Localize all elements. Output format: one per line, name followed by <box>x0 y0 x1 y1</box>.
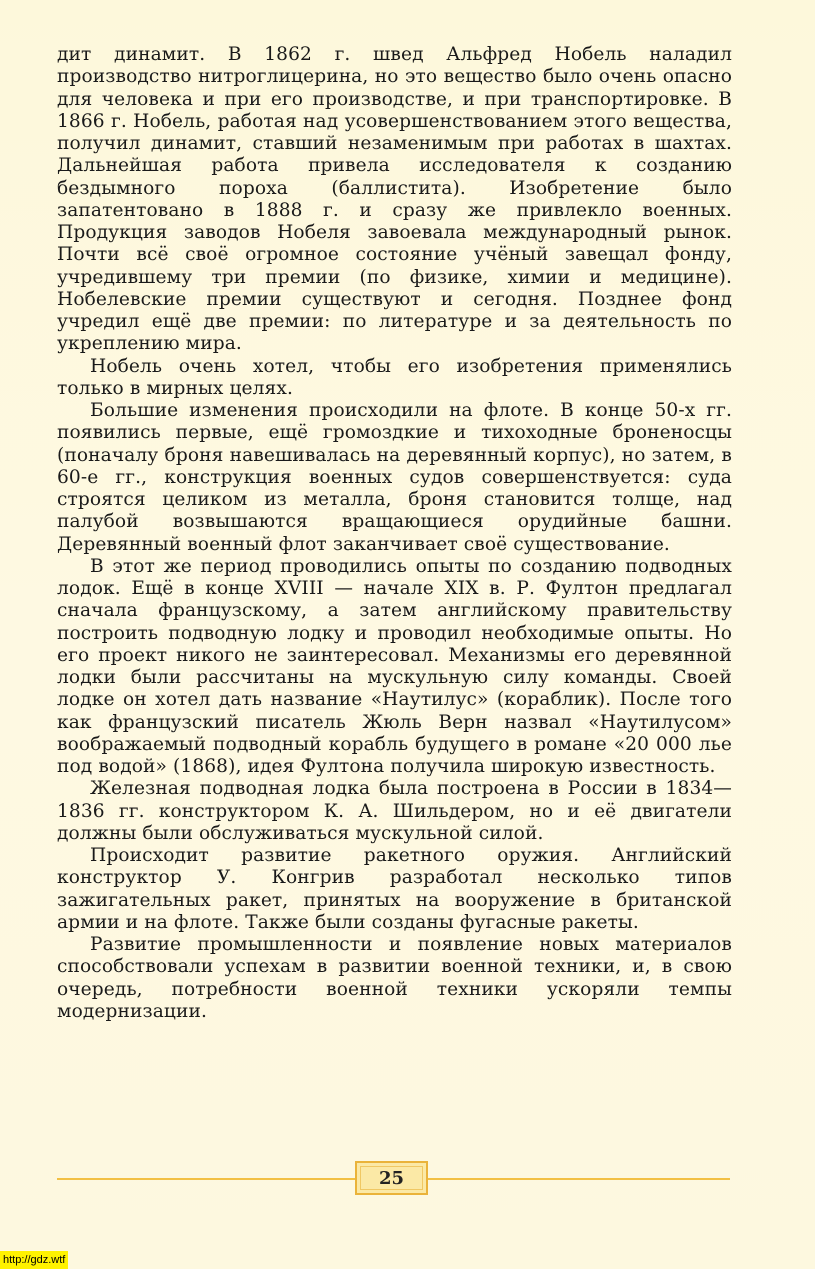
paragraph-4: В этот же период проводились опыты по созданию подводных лодок. Ещё в конце XVIII — начале XIX в. Р. Фултон предлагал сначала французскому, а затем английскому правительству построить подводную лодку и проводил необходимые опыты. Но его проект никого не заинтересовал. Механизмы его деревянной лодки были рассчитаны на мускульную силу команды. Своей лодке он хотел дать название «Наутилус» (кораблик). После того как французский писатель Жюль Верн назвал «Наутилусом» воображаемый подводный корабль будущего в романе «20 000 лье под водой» (1868), идея Фултона получила широкую известность. <box>57 555 732 777</box>
page-number-box <box>355 1161 428 1195</box>
paragraph-5: Железная подводная лодка была построена в России в 1834—1836 гг. конструктором К. А. Шильдером, но и её двигатели должны были обслуживаться мускульной силой. <box>57 778 732 844</box>
body-text <box>57 44 732 1023</box>
footer-rule-right <box>428 1178 730 1180</box>
page-number: 25 <box>360 1166 423 1190</box>
watermark-link[interactable]: http://gdz.wtf <box>0 1251 68 1269</box>
paragraph-2: Нобель очень хотел, чтобы его изобретения применялись только в мирных целях. <box>57 355 732 399</box>
footer-rule-left <box>57 1178 355 1180</box>
paragraph-7: Развитие промышленности и появление новых материалов способствовали успехам в развитии военной техники, и, в свою очередь, потребности военной техники ускоряли темпы модернизации. <box>57 934 732 1022</box>
paragraph-1: дит динамит. В 1862 г. швед Альфред Нобель наладил производство нитроглицерина, но это вещество было очень опасно для человека и при его производстве, и при транспортировке. В 1866 г. Нобель, работая над усовершенствованием этого вещества, получил динамит, ставший незаменимым при работах в шахтах. Дальнейшая работа привела исследователя к созданию бездымного пороха (баллистита). Изобретение было запатентовано в 1888 г. и сразу же привлекло военных. Продукция заводов Нобеля завоевала международный рынок. Почти всё своё огромное состояние учёный завещал фонду, учредившему три премии (по физике, химии и медицине). Нобелевские премии существуют и сегодня. Позднее фонд учредил ещё две премии: по литературе и за деятельность по укреплению мира. <box>57 44 732 355</box>
paragraph-3: Большие изменения происходили на флоте. В конце 50-х гг. появились первые, ещё громоздкие и тихоходные броненосцы (поначалу броня навешивалась на деревянный корпус), но затем, в 60-е гг., конструкция военных судов совершенствуется: суда строятся целиком из металла, броня становится толще, над палубой возвышаются вращающиеся орудийные башни. Деревянный военный флот заканчивает своё существование. <box>57 400 732 555</box>
paragraph-6: Происходит развитие ракетного оружия. Английский конструктор У. Конгрив разработал несколько типов зажигательных ракет, принятых на вооружение в британской армии и на флоте. Также были созданы фугасные ракеты. <box>57 845 732 933</box>
